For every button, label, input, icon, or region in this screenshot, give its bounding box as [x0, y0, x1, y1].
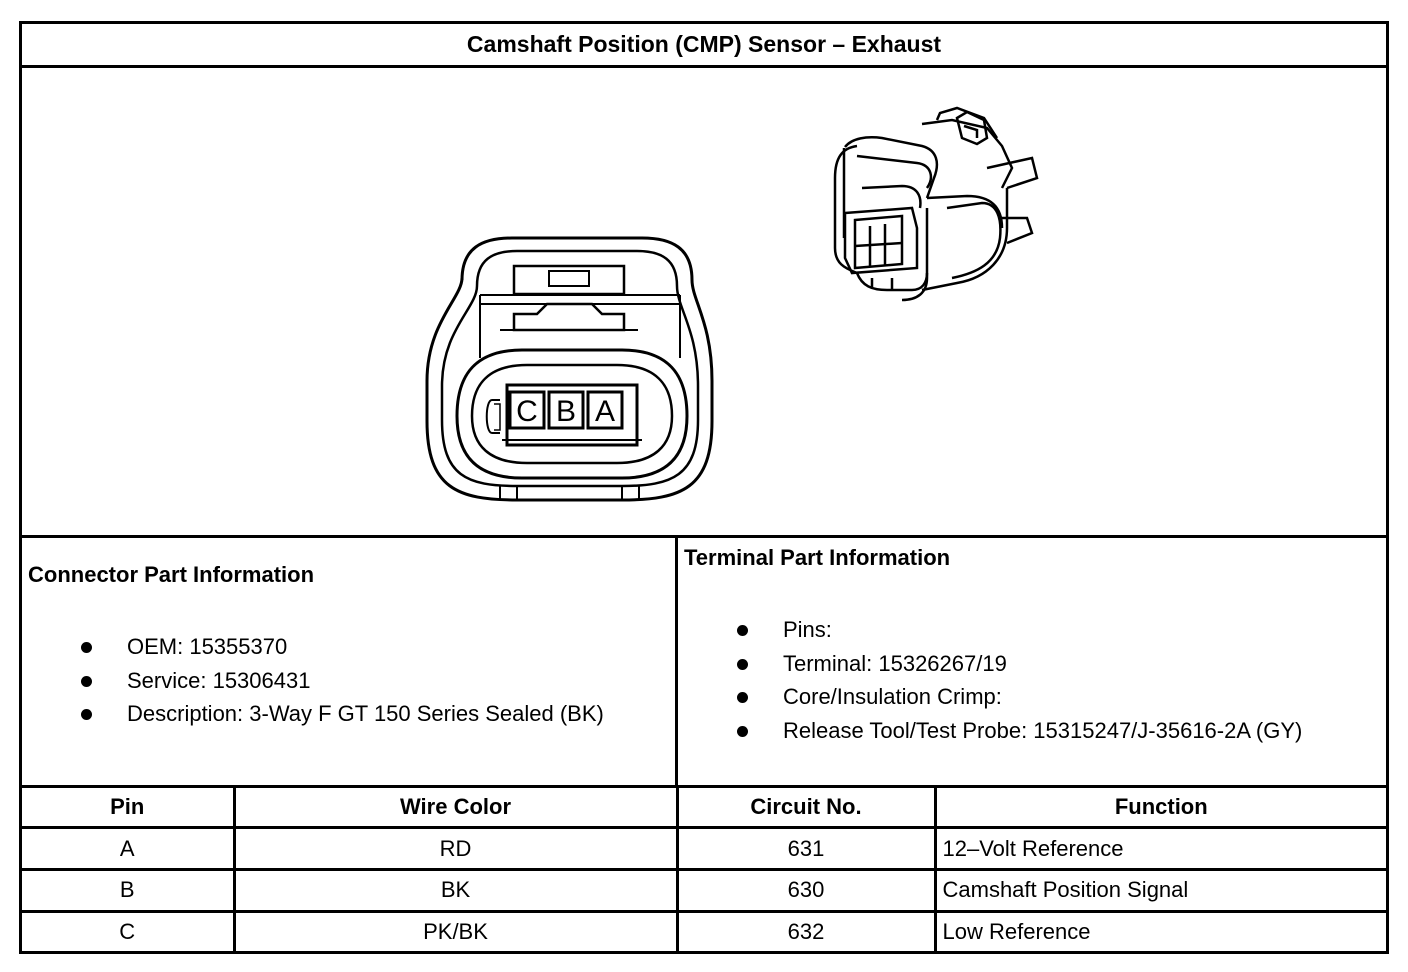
function-cell: 12–Volt Reference — [935, 828, 1386, 870]
pin-cell: B — [22, 869, 234, 911]
list-item — [127, 697, 604, 731]
connector-part-info-heading: Connector Part Information — [28, 562, 315, 587]
column-header-pin: Pin — [22, 788, 234, 828]
pin-cell: C — [22, 911, 234, 951]
cavity-label-a: A — [594, 395, 616, 428]
list-item-text: Terminal: 15326267/19 — [783, 650, 1007, 676]
connector-face-view-icon — [427, 238, 712, 500]
part-information-section — [22, 538, 1386, 788]
list-item — [783, 647, 1302, 681]
cavity-label-c: C — [516, 395, 538, 428]
connector-part-info — [22, 538, 678, 785]
page-title: Camshaft Position (CMP) Sensor – Exhaust — [22, 24, 1386, 68]
table-row — [22, 911, 1386, 951]
bullet-icon — [737, 692, 748, 703]
function-cell: Camshaft Position Signal — [935, 869, 1386, 911]
terminal-part-info-heading: Terminal Part Information — [684, 545, 951, 570]
bullet-icon — [737, 625, 748, 636]
connector-illustration-area — [22, 68, 1386, 538]
connector-sheet — [19, 21, 1389, 954]
circuit-no-cell: 631 — [677, 828, 935, 870]
table-header-row — [22, 788, 1386, 828]
list-item — [783, 613, 1302, 647]
list-item — [127, 664, 604, 698]
bullet-icon — [81, 676, 92, 687]
bullet-icon — [81, 709, 92, 720]
circuit-no-cell: 630 — [677, 869, 935, 911]
column-header-function: Function — [935, 788, 1386, 828]
function-cell: Low Reference — [935, 911, 1386, 951]
list-item-text: Description: 3-Way F GT 150 Series Sealed (BK) — [127, 701, 604, 726]
pin-cell: A — [22, 828, 234, 870]
wire-color-cell: PK/BK — [234, 911, 677, 951]
list-item — [783, 680, 1302, 714]
list-item-text: Service: 15306431 — [127, 667, 311, 693]
bullet-icon — [81, 642, 92, 653]
terminal-part-info-list — [783, 613, 1302, 747]
connector-part-info-list — [127, 630, 604, 731]
cavity-label-b: B — [555, 395, 577, 428]
table-row — [22, 869, 1386, 911]
list-item-text: Release Tool/Test Probe: 15315247/J-35616-2A (GY) — [783, 717, 1303, 743]
bullet-icon — [737, 726, 748, 737]
column-header-wire-color: Wire Color — [234, 788, 677, 828]
column-header-circuit-no: Circuit No. — [677, 788, 935, 828]
bullet-icon — [737, 659, 748, 670]
connector-isometric-view-icon — [835, 108, 1037, 300]
connector-drawings — [22, 68, 1386, 535]
table-row — [22, 828, 1386, 870]
circuit-no-cell: 632 — [677, 911, 935, 951]
terminal-part-info — [678, 538, 1386, 785]
list-item-text: Core/Insulation Crimp: — [783, 684, 1002, 709]
list-item-text: Pins: — [783, 617, 832, 642]
pin-table — [22, 788, 1386, 951]
wire-color-cell: RD — [234, 828, 677, 870]
wire-color-cell: BK — [234, 869, 677, 911]
list-item — [783, 714, 1302, 748]
list-item — [127, 630, 604, 664]
list-item-text: OEM: 15355370 — [127, 634, 288, 659]
